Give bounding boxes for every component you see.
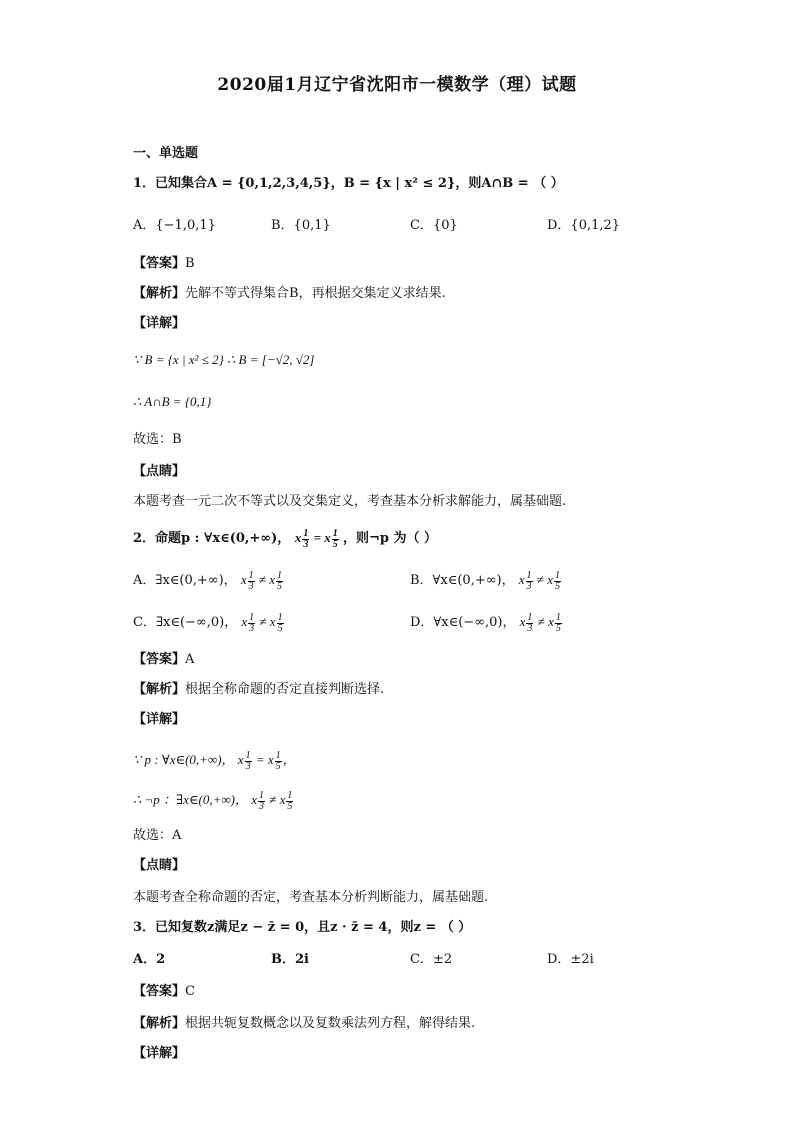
q2-comment: 本题考查全称命题的否定，考查基本分析判断能力，属基础题. <box>133 890 489 905</box>
q2-option-b: B．∀x∈(0,+∞)， x $\frac{1}{3}$ ≠ x $\frac{1}{5}$ <box>410 569 560 592</box>
q1-choice: 故选：B <box>133 432 182 447</box>
q2-option-c: C．∃x∈(−∞,0)， x $\frac{1}{3}$ ≠ x $\frac{1}{5}$ <box>133 611 283 634</box>
q1-answer-value: B <box>185 256 195 271</box>
q1-option-a: A．{−1,0,1} <box>133 218 216 233</box>
q2-choice: 故选：A <box>133 828 182 843</box>
q1-answer <box>133 254 195 274</box>
q2-comment-label: 【点睛】 <box>133 858 186 873</box>
q3-analysis-text: 根据共轭复数概念以及复数乘法列方程，解得结果. <box>185 1016 476 1031</box>
q3-answer-value: C <box>185 984 195 999</box>
q1-detail-label: 【详解】 <box>133 316 186 331</box>
q1-analysis-text: 先解不等式得集合B，再根据交集定义求结果. <box>185 286 446 301</box>
q1-option-d: D．{0,1,2} <box>547 218 621 233</box>
q2-answer: 【答案】A <box>133 652 195 667</box>
q2-detail-line2: ∴ ¬p ：∃x∈(0,+∞)， x $\frac{1}{3}$ ≠ x $\frac{1}{5}$ <box>133 789 293 812</box>
document-title: 2020届1月辽宁省沈阳市一模数学（理）试题 <box>217 75 577 95</box>
q2-options-row2 <box>133 612 693 636</box>
q2-options-row1 <box>133 570 693 594</box>
q1-option-b: B．{0,1} <box>271 218 331 233</box>
q1-analysis <box>133 284 446 304</box>
q3-analysis: 【解析】根据共轭复数概念以及复数乘法列方程，解得结果. <box>133 1016 476 1031</box>
q2-stem-post: ，则¬p 为（ ） <box>343 531 438 546</box>
answer-label: 【答案】 <box>133 256 186 271</box>
q2-stem-formula: x $\frac{1}{3}$ = x $\frac{1}{5}$ <box>294 527 338 550</box>
q2-detail-line1: ∵ p : ∀x∈(0,+∞)， x $\frac{1}{3}$ = x $\frac{1}{5}$ ， <box>133 749 296 772</box>
q2-answer-value: A <box>185 652 195 667</box>
q1-comment: 本题考查一元二次不等式以及交集定义，考查基本分析求解能力，属基础题. <box>133 494 567 509</box>
q2-stem <box>133 528 437 550</box>
q1-options <box>133 216 693 240</box>
q3-stem: 3．已知复数z满足z − z̄ = 0，且z · z̄ = 4，则z = （ ） <box>133 920 472 935</box>
q3-option-c: C．±2 <box>410 952 453 967</box>
q1-option-c: C．{0} <box>410 218 458 233</box>
q3-option-d: D．±2i <box>547 952 594 967</box>
q2-detail-label: 【详解】 <box>133 712 186 727</box>
q1-comment-label: 【点睛】 <box>133 464 186 479</box>
analysis-label: 【解析】 <box>133 286 186 301</box>
q1-detail-line2: ∴ A∩B = {0,1} <box>133 394 212 409</box>
q2-option-d: D．∀x∈(−∞,0)， x $\frac{1}{3}$ ≠ x $\frac{1}{5}$ <box>410 611 561 634</box>
q2-analysis: 【解析】根据全称命题的否定直接判断选择. <box>133 682 385 697</box>
q2-option-a: A．∃x∈(0,+∞)， x $\frac{1}{3}$ ≠ x $\frac{1}{5}$ <box>133 569 283 592</box>
q1-stem: 1．已知集合A = {0,1,2,3,4,5}，B = {x | x² ≤ 2}，则A∩B = （ ） <box>133 176 564 191</box>
section-heading: 一、单选题 <box>133 146 199 161</box>
q3-answer: 【答案】C <box>133 984 195 999</box>
q3-option-a: A．2 <box>133 952 166 967</box>
q2-stem-pre: 2．命题p : ∀x∈(0,+∞)， <box>133 531 291 546</box>
q3-option-b: B．2i <box>271 952 309 967</box>
q3-options <box>133 950 693 974</box>
q1-detail-line1: ∵ B = {x | x² ≤ 2} ∴ B = [−√2, √2] <box>133 352 315 367</box>
q3-detail-label: 【详解】 <box>133 1046 186 1061</box>
q2-analysis-text: 根据全称命题的否定直接判断选择. <box>185 682 385 697</box>
